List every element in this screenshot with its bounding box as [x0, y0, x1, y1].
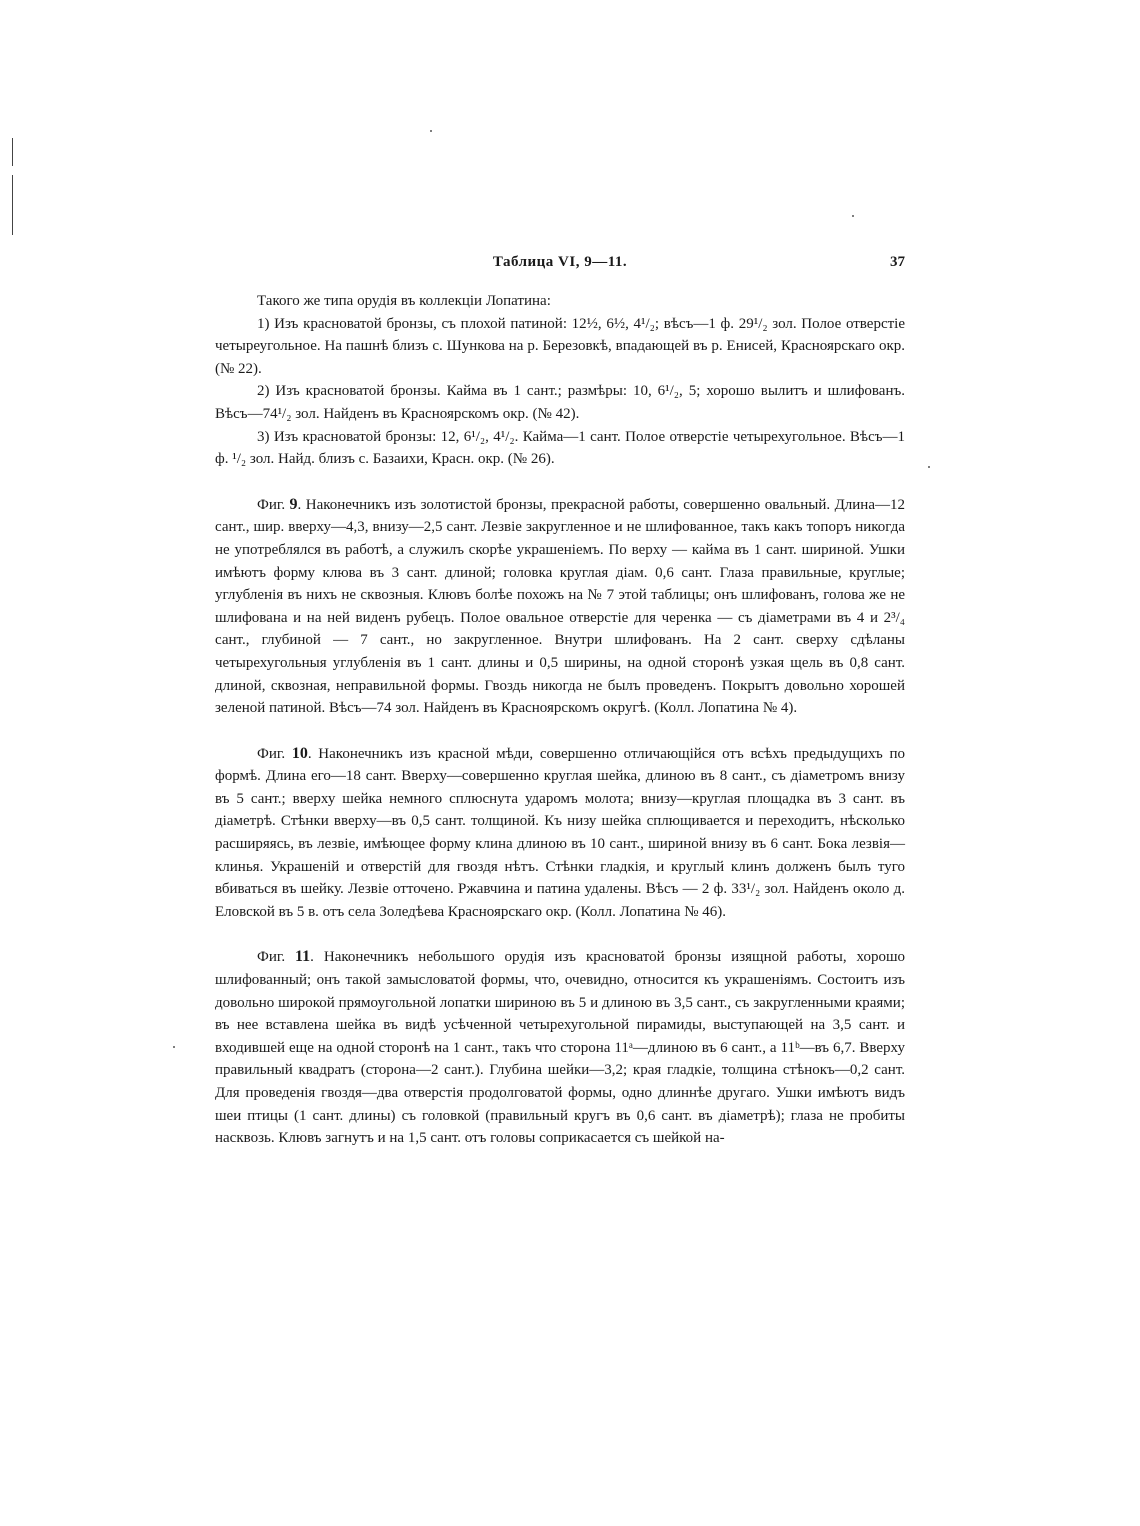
page-number: 37: [890, 254, 905, 270]
scan-speck: [852, 215, 854, 217]
paragraph-text: 3) Изъ красноватой бронзы: 12, 6¹/₂, 4¹/₂. Кайма—1 сант. Полое отверстіе четырехугольное. Вѣсъ—1 ф. ¹/₂ зол. Найд. близъ с. Базаихи, Красн. окр. (№ 26).: [215, 428, 905, 468]
figure-number: 10: [291, 744, 308, 762]
paragraph-text: 1) Изъ красноватой бронзы, съ плохой патиной: 12½, 6½, 4¹/₂; вѣсъ—1 ф. 29¹/₂ зол. Полое отверстіе четыреугольное. На пашнѣ близъ с. Шункова на р. Березовкѣ, впадающей въ р. Енисей, Красноярскаго окр. (№ 22).: [215, 315, 905, 377]
running-title: Таблица VI, 9—11.: [492, 254, 628, 270]
figure-number: 11: [295, 948, 311, 966]
scan-edge-mark: [12, 175, 13, 235]
figure-number: 9: [289, 495, 298, 513]
figure-10-description: [215, 743, 905, 924]
paragraph-text: . Наконечникъ изъ золотистой бронзы, прекрасной работы, совершенно овальный. Длина—12 сант., шир. вверху—4,3, внизу—2,5 сант. Лезвіе закругленное и не шлифованное, такъ какъ топоръ никогда не употреблялся въ работѣ, а служилъ скорѣе украшеніемъ. По верху — кайма въ 1 сант. шириной. Ушки имѣютъ форму клюва въ 3 сант. длиной; головка круглая діам. 0,6 сант. Глаза правильные, круглые; углубленія въ нихъ не сквозныя. Клювъ болѣе похожъ на № 7 этой таблицы; онъ шлифованъ, голова же не шлифована и на ней виденъ рубецъ. Полое овальное отверстіе для черенка — съ діаметрами въ 4 и 2³/₄ сант., глубиной — 7 сант., но закругленное. Внутри шлифованъ. На 2 сант. сверху сдѣланы четырехугольныя углубленія въ 1 сант. длины и 0,5 ширины, на одной сторонѣ узкая щель въ 0,8 сант. длиной, сквозная, неправильной формы. Гвоздь никогда не былъ проведенъ. Покрытъ довольно хорошей зеленой патиной. Вѣсъ—74 зол. Найденъ въ Красноярскомъ округѣ. (Колл. Лопатина № 4).: [215, 496, 905, 717]
collection-item-1: [215, 313, 905, 381]
body-text: [215, 290, 905, 1150]
scan-speck: [928, 466, 930, 468]
collection-intro: [215, 290, 905, 313]
figure-11-description: [215, 946, 905, 1149]
figure-label: Фиг.: [257, 949, 296, 966]
paragraph-text: Такого же типа орудія въ коллекціи Лопатина:: [257, 293, 551, 309]
page-header: [215, 254, 905, 276]
collection-item-2: [215, 380, 905, 425]
paragraph-text: . Наконечникъ изъ красной мѣди, совершенно отличающійся отъ всѣхъ предыдущихъ по формѣ. Длина его—18 сант. Вверху—совершенно круглая шейка, длиною въ 8 сант., съ діаметромъ внизу въ 5 сант.; вверху шейка немного сплюснута ударомъ молота; внизу—круглая площадка въ 3 сант. въ діаметрѣ. Стѣнки вверху—въ 0,5 сант. толщиной. Къ низу шейка сплющивается и переходитъ, нѣсколько расширяясь, въ лезвіе, имѣющее форму клина длиною въ 10 сант., шириной внизу въ 6 сант. Бока лезвія—клинья. Украшеній и отверстій для гвоздя нѣтъ. Стѣнки гладкія, и круглый клинъ долженъ былъ туго вбиваться въ шейку. Лезвіе отточено. Ржавчина и патина удалены. Вѣсъ — 2 ф. 33¹/₂ зол. Найденъ около д. Еловской въ 5 в. отъ села Золедѣева Красноярскаго окр. (Колл. Лопатина № 46).: [215, 745, 905, 920]
collection-item-3: [215, 426, 905, 471]
figure-9-description: [215, 494, 905, 720]
paragraph-text: 2) Изъ красноватой бронзы. Кайма въ 1 сант.; размѣры: 10, 6¹/₂, 5; хорошо вылитъ и шлифованъ. Вѣсъ—74¹/₂ зол. Найденъ въ Красноярскомъ окр. (№ 42).: [215, 383, 905, 422]
figure-label: Фиг.: [257, 745, 292, 762]
scan-speck: [173, 1046, 175, 1048]
paragraph-text: . Наконечникъ небольшого орудія изъ красноватой бронзы изящной работы, хорошо шлифованный; онъ такой замысловатой формы, что, очевидно, относится къ украшеніямъ. Состоитъ изъ довольно широкой прямоугольной лопатки шириною въ 5 и длиною въ 3,5 сант., съ закругленными краями; въ нее вставлена шейка въ видѣ усѣченной четырехугольной пирамиды, выступающей на 3,5 сант. и входившей еще на одной сторонѣ на 1 сант., такъ что сторона 11ᵃ—длиною въ 6 сант., а 11ᵇ—въ 6,7. Вверху правильный квадратъ (сторона—2 сант.). Глубина шейки—3,2; края гладкіе, толщина стѣнокъ—0,2 сант. Для проведенія гвоздя—два отверстія продолговатой формы, одно длиннѣе другаго. Ушки имѣютъ видъ шеи птицы (1 сант. длины) съ головкой (правильный кругъ въ 0,6 сант. въ діаметрѣ); глаза не пробиты насквозь. Клювъ загнутъ и на 1,5 сант. отъ головы соприкасается съ шейкой на-: [215, 949, 905, 1147]
figure-label: Фиг.: [257, 496, 290, 513]
scan-speck: [430, 130, 432, 132]
scan-edge-mark: [12, 138, 13, 166]
